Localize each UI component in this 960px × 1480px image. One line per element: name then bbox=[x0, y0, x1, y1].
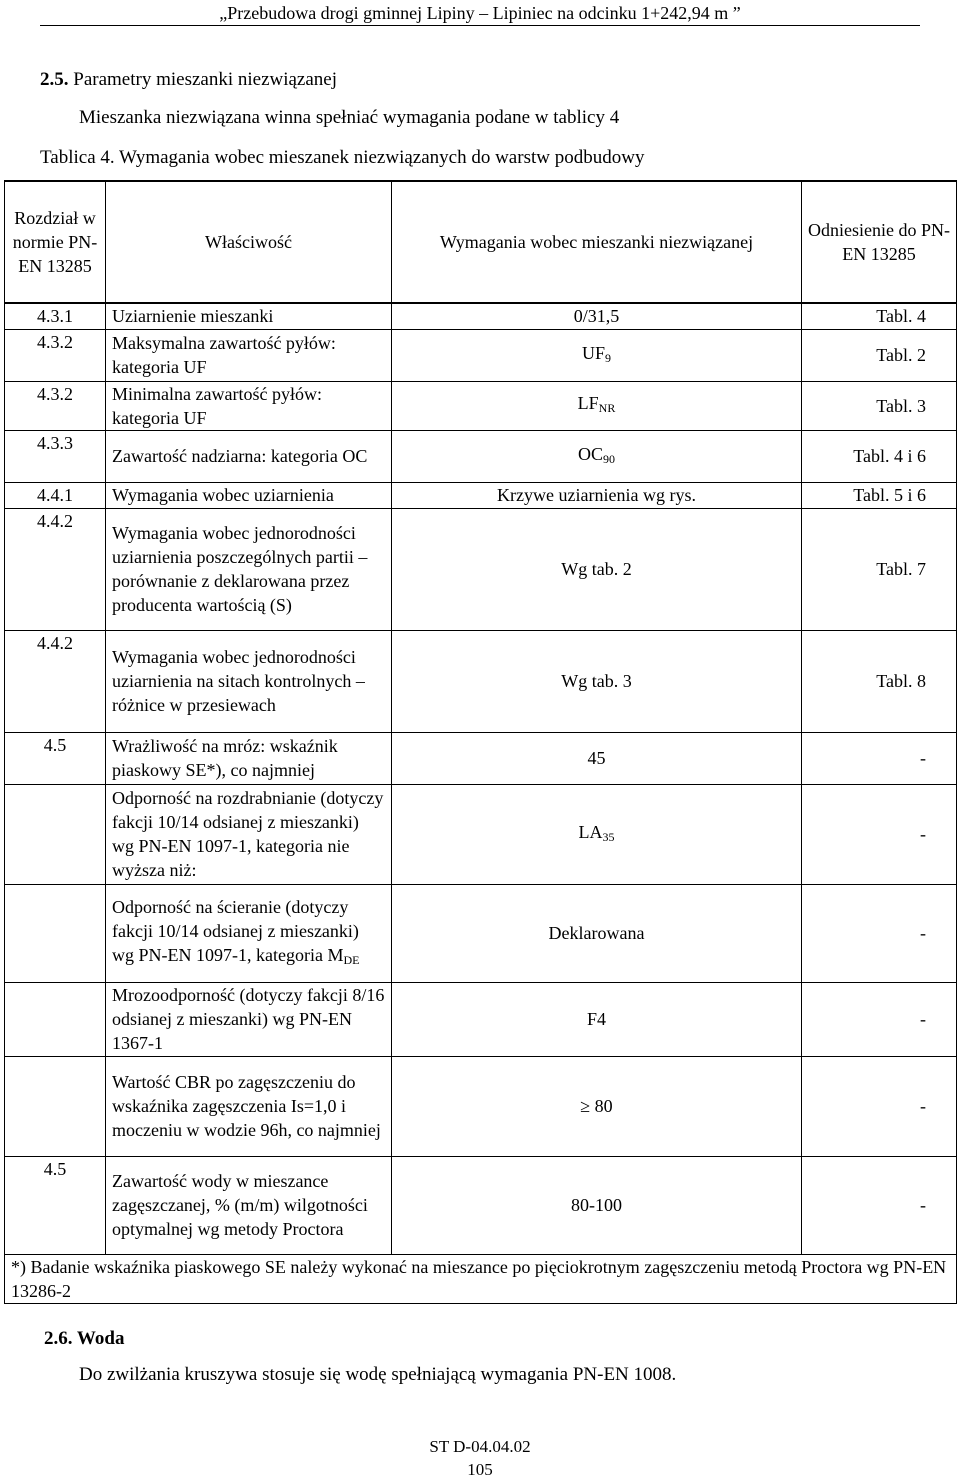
property-cell: Mrozoodporność (dotyczy fakcji 8/16 odsianej z mieszanki) wg PN-EN 1367-1 bbox=[106, 982, 392, 1056]
table-row bbox=[5, 430, 957, 482]
requirement-cell bbox=[392, 1156, 802, 1254]
ref-cell: 4.4.2 bbox=[5, 630, 106, 732]
footnote-row bbox=[5, 1254, 957, 1303]
reference-cell: Tabl. 3 bbox=[802, 381, 957, 430]
property-cell: Zawartość wody w mieszance zagęszczanej, % (m/m) wilgotności optymalnej wg metody Proctora bbox=[106, 1156, 392, 1254]
header-cell: Odniesienie do PN-EN 13285 bbox=[802, 181, 957, 303]
ref-cell: 4.4.1 bbox=[5, 482, 106, 508]
reference-cell: Tabl. 4 i 6 bbox=[802, 430, 957, 482]
requirement-value: UF bbox=[581, 342, 605, 363]
ref-cell bbox=[5, 884, 106, 982]
property-cell: Wymagania wobec jednorodności uziarnienia na sitach kontrolnych – różnice w przesiewach bbox=[106, 630, 392, 732]
section-title: Woda bbox=[76, 1328, 125, 1349]
section-number: 2.5. bbox=[40, 69, 69, 90]
ref-cell: 4.3.2 bbox=[5, 329, 106, 381]
property-cell: Minimalna zawartość pyłów: kategoria UF bbox=[106, 381, 392, 430]
requirement-value: 80-100 bbox=[571, 1195, 622, 1215]
property-cell: Zawartość nadziarna: kategoria OC bbox=[106, 430, 392, 482]
property-cell: Wymagania wobec uziarnienia bbox=[106, 482, 392, 508]
requirement-value: Wg tab. 2 bbox=[561, 559, 632, 579]
table-row bbox=[5, 381, 957, 430]
requirement-subscript: 9 bbox=[605, 350, 611, 365]
requirement-value: F4 bbox=[586, 1009, 606, 1029]
requirement-cell bbox=[392, 1056, 802, 1156]
requirement-subscript: NR bbox=[598, 401, 616, 415]
requirement-value: 0/31,5 bbox=[573, 306, 620, 327]
table-row bbox=[5, 508, 957, 630]
requirement-cell bbox=[392, 982, 802, 1056]
requirement-cell bbox=[392, 381, 802, 430]
property-cell: Maksymalna zawartość pyłów: kategoria UF bbox=[106, 329, 392, 381]
reference-cell: - bbox=[802, 884, 957, 982]
requirement-value: Wg tab. 3 bbox=[561, 671, 632, 691]
ref-cell: 4.3.2 bbox=[5, 381, 106, 430]
property-cell: Uziarnienie mieszanki bbox=[106, 303, 392, 329]
property-cell: Wartość CBR po zagęszczeniu do wskaźnika zagęszczenia Is=1,0 i moczeniu w wodzie 96h, co najmniej bbox=[106, 1056, 392, 1156]
ref-cell: 4.5 bbox=[5, 732, 106, 784]
table-footnote: *) Badanie wskaźnika piaskowego SE należy wykonać na mieszance po pięciokrotnym zagęszczeniu metodą Proctora wg PN-EN 13286-2 bbox=[5, 1254, 957, 1303]
section-number: 2.6. bbox=[44, 1328, 73, 1349]
header-cell: Rozdział w normie PN-EN 13285 bbox=[5, 181, 106, 303]
section-heading-2-5 bbox=[40, 69, 337, 91]
requirement-cell bbox=[392, 732, 802, 784]
reference-cell: Tabl. 5 i 6 bbox=[802, 482, 957, 508]
requirement-value: OC bbox=[577, 443, 603, 464]
requirement-value: LA bbox=[578, 821, 603, 842]
reference-cell: - bbox=[802, 732, 957, 784]
reference-cell: Tabl. 8 bbox=[802, 630, 957, 732]
property-cell bbox=[106, 884, 392, 982]
property-cell: Wymagania wobec jednorodności uziarnienia poszczególnych partii – porównanie z deklarowana przez producenta wartością (S) bbox=[106, 508, 392, 630]
footer-spec-code: ST D-04.04.02 bbox=[429, 1437, 531, 1456]
requirement-cell bbox=[392, 303, 802, 329]
document-header: „Przebudowa drogi gminnej Lipiny – Lipiniec na odcinku 1+242,94 m ” bbox=[219, 3, 741, 23]
ref-cell bbox=[5, 784, 106, 884]
property-cell: Wrażliwość na mróz: wskaźnik piaskowy SE*), co najmniej bbox=[106, 732, 392, 784]
requirement-value: LF bbox=[577, 393, 599, 413]
reference-cell: - bbox=[802, 784, 957, 884]
ref-cell bbox=[5, 1056, 106, 1156]
reference-cell: - bbox=[802, 1156, 957, 1254]
table-caption: Tablica 4. Wymagania wobec mieszanek niezwiązanych do warstw podbudowy bbox=[40, 147, 645, 168]
requirement-value: Krzywe uziarnienia wg rys. bbox=[497, 485, 696, 505]
section-heading-2-6 bbox=[44, 1328, 124, 1350]
reference-cell: Tabl. 2 bbox=[802, 329, 957, 381]
property-cell: Odporność na rozdrabnianie (dotyczy fakcji 10/14 odsianej z mieszanki) wg PN-EN 1097-1, kategoria nie wyższa niż: bbox=[106, 784, 392, 884]
requirement-subscript: 35 bbox=[602, 829, 615, 844]
reference-cell: Tabl. 7 bbox=[802, 508, 957, 630]
table-row bbox=[5, 1056, 957, 1156]
table-row bbox=[5, 982, 957, 1056]
requirement-value: 45 bbox=[587, 748, 606, 768]
reference-cell: - bbox=[802, 982, 957, 1056]
reference-cell: Tabl. 4 bbox=[802, 303, 957, 329]
ref-cell: 4.3.3 bbox=[5, 430, 106, 482]
requirement-cell bbox=[392, 482, 802, 508]
table-row bbox=[5, 784, 957, 884]
page-number: 105 bbox=[467, 1460, 493, 1479]
requirement-subscript: 90 bbox=[603, 451, 615, 466]
table-row bbox=[5, 732, 957, 784]
water-paragraph: Do zwilżania kruszywa stosuje się wodę spełniającą wymagania PN-EN 1008. bbox=[79, 1364, 677, 1385]
requirement-cell bbox=[392, 430, 802, 482]
requirements-table bbox=[4, 180, 957, 1304]
requirement-cell bbox=[392, 508, 802, 630]
ref-cell: 4.4.2 bbox=[5, 508, 106, 630]
requirement-cell bbox=[392, 784, 802, 884]
header-rule bbox=[40, 25, 920, 26]
ref-cell: 4.5 bbox=[5, 1156, 106, 1254]
requirement-cell bbox=[392, 329, 802, 381]
table-row bbox=[5, 1156, 957, 1254]
header-cell: Właściwość bbox=[106, 181, 392, 303]
table-row bbox=[5, 884, 957, 982]
table-row bbox=[5, 329, 957, 381]
intro-paragraph: Mieszanka niezwiązana winna spełniać wymagania podane w tablicy 4 bbox=[79, 107, 620, 128]
property-subscript: DE bbox=[343, 952, 360, 967]
requirement-cell bbox=[392, 630, 802, 732]
table-row bbox=[5, 482, 957, 508]
table-row bbox=[5, 303, 957, 329]
property-text: Odporność na ścieranie (dotyczy fakcji 10/14 odsianej z mieszanki) wg PN-EN 1097-1, kategoria M bbox=[112, 896, 359, 965]
section-title: Parametry mieszanki niezwiązanej bbox=[73, 69, 338, 90]
ref-cell: 4.3.1 bbox=[5, 303, 106, 329]
requirement-value: ≥ 80 bbox=[580, 1096, 613, 1116]
table-header-row bbox=[5, 181, 957, 303]
ref-cell bbox=[5, 982, 106, 1056]
requirement-value: Deklarowana bbox=[548, 923, 645, 943]
table-row bbox=[5, 630, 957, 732]
header-cell: Wymagania wobec mieszanki niezwiązanej bbox=[392, 181, 802, 303]
reference-cell: - bbox=[802, 1056, 957, 1156]
requirement-cell bbox=[392, 884, 802, 982]
